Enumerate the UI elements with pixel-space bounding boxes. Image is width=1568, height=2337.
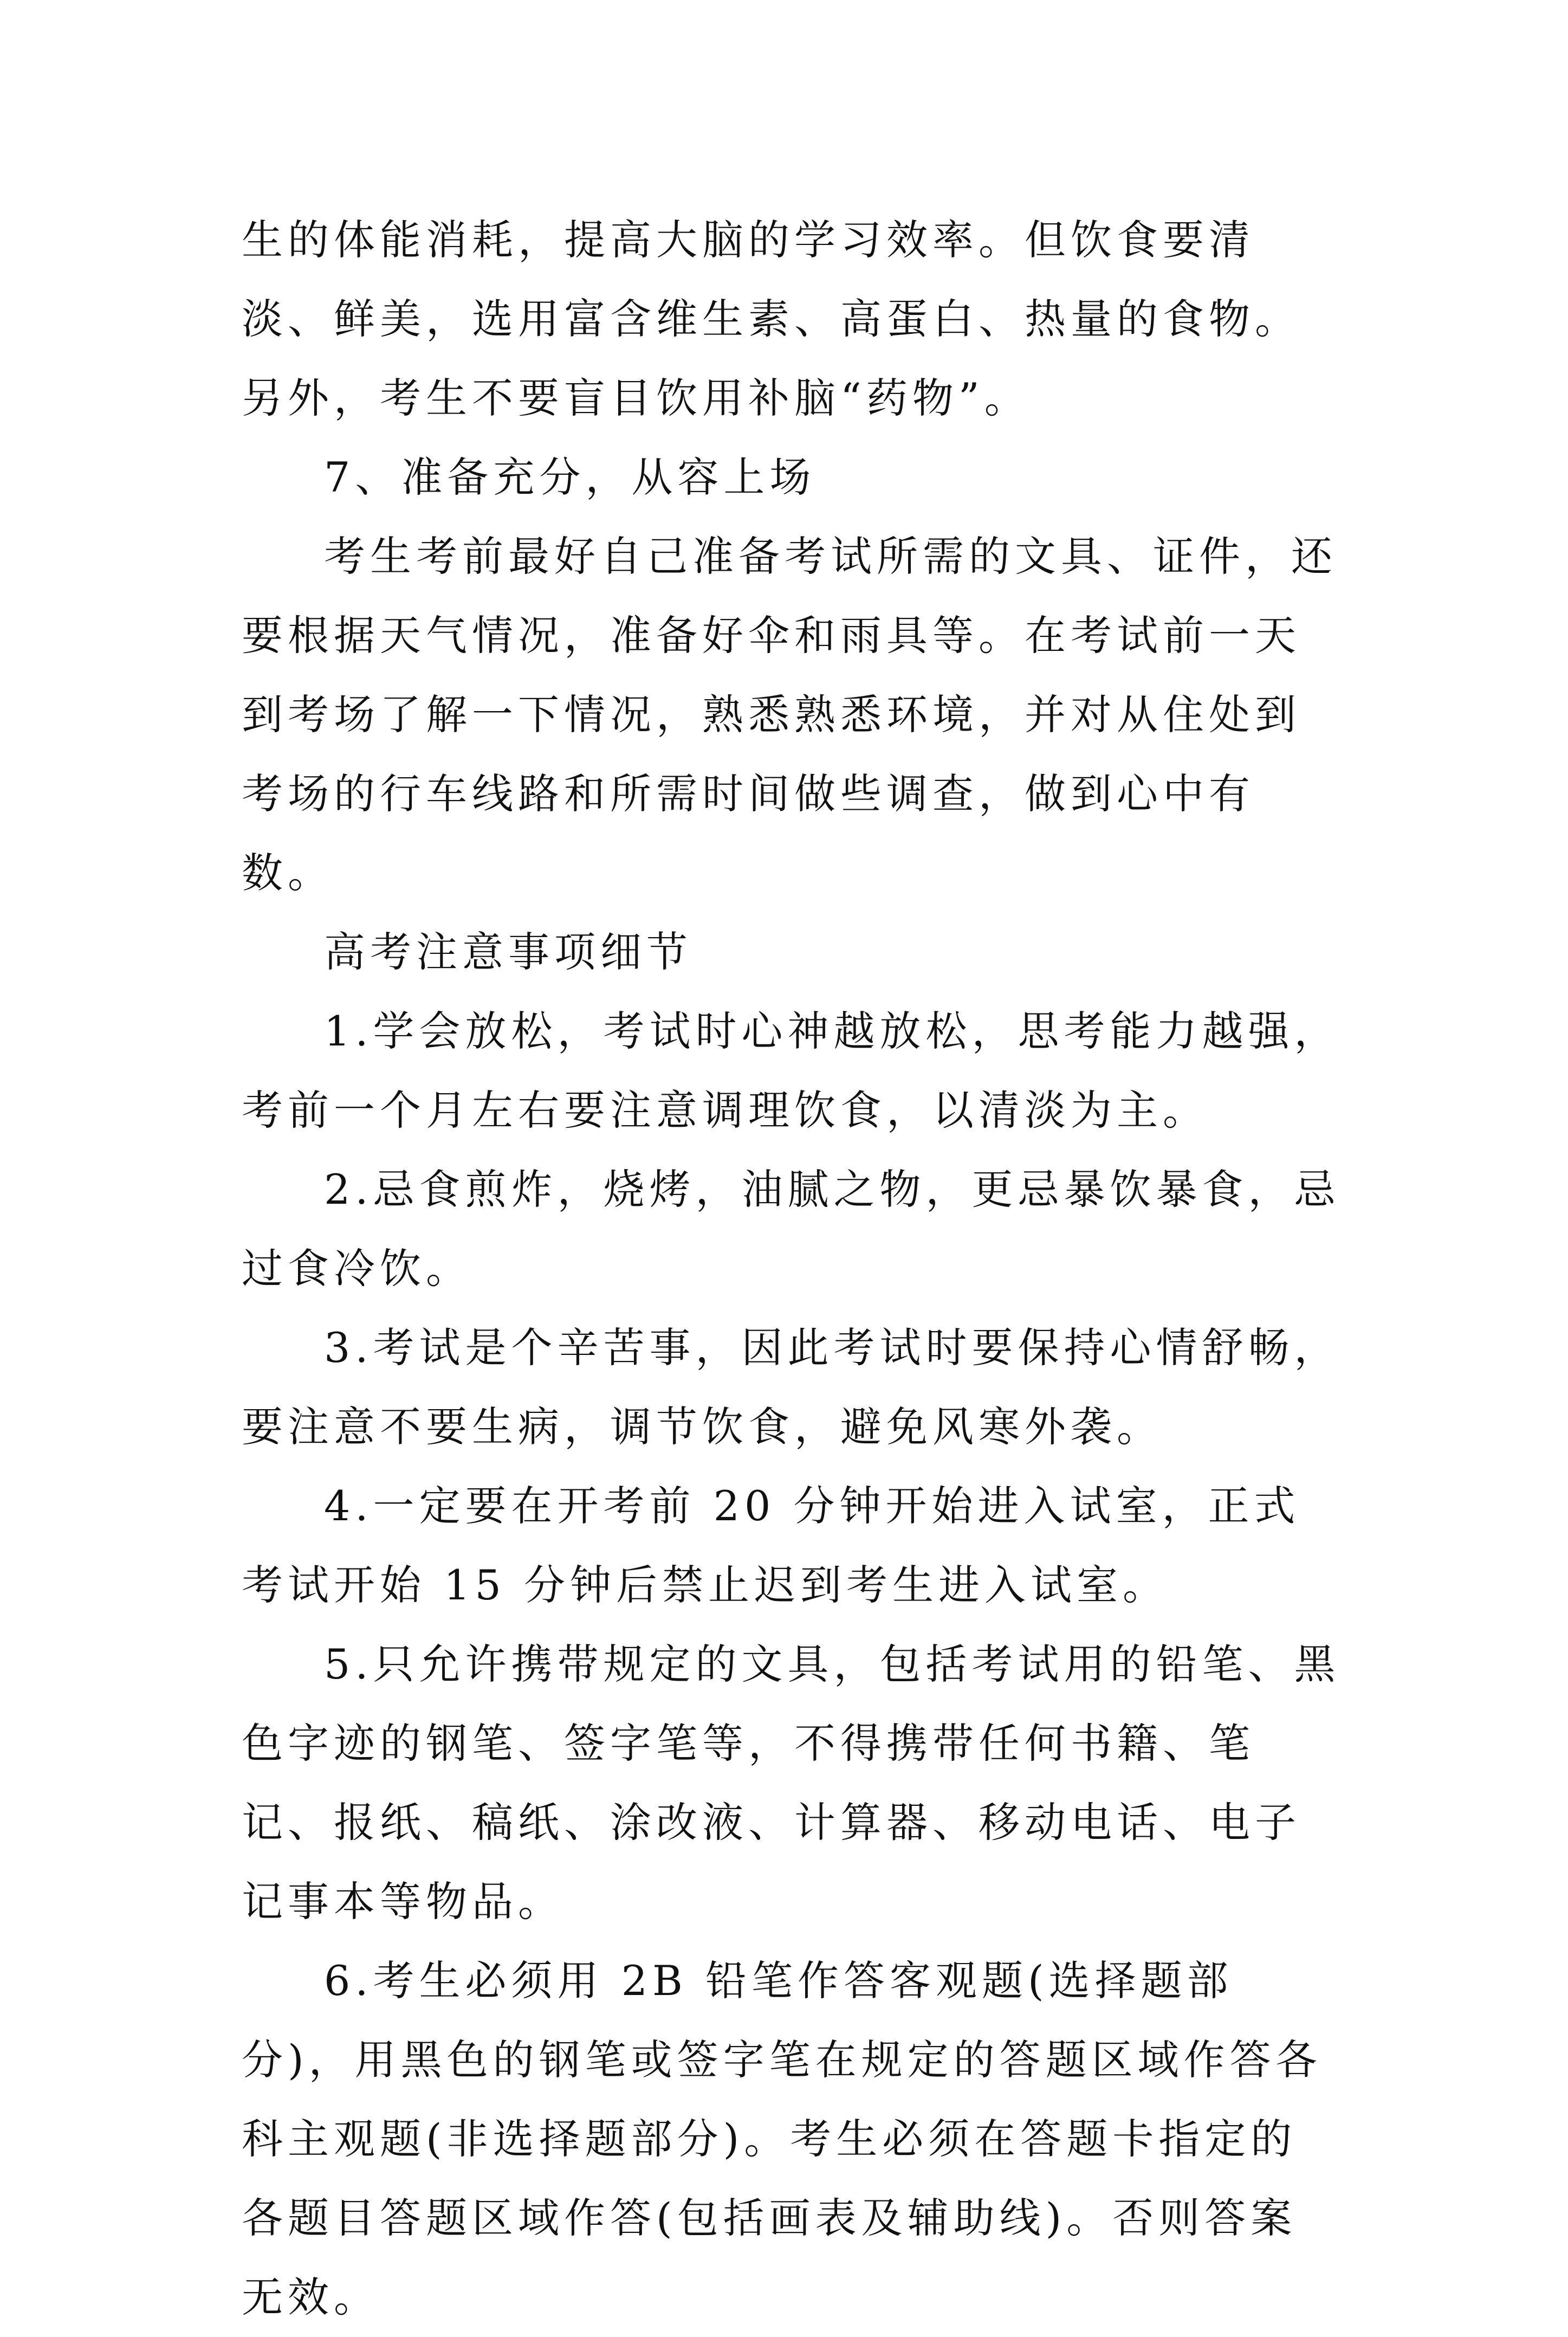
paragraph-preparation: 考生考前最好自己准备考试所需的文具、证件，还要根据天气情况，准备好伞和雨具等。在考试前一天到考场了解一下情况，熟悉熟悉环境，并对从住处到考场的行车线路和所需时间做些调查，做到心中有数。 bbox=[242, 532, 1337, 897]
section-heading-preparation: 7、准备充分，从容上场 bbox=[324, 453, 816, 501]
list-item-2: 2.忌食煎炸，烧烤，油腻之物，更忌暴饮暴食，忌过食冷饮。 bbox=[242, 1165, 1340, 1293]
list-item-5: 5.只允许携带规定的文具，包括考试用的铅笔、黑色字迹的钢笔、签字笔等，不得携带任何书籍、笔记、报纸、稿纸、涂改液、计算器、移动电话、电子记事本等物品。 bbox=[242, 1640, 1340, 1926]
list-item-6: 6.考生必须用 2B 铅笔作答客观题(选择题部分)，用黑色的钢笔或签字笔在规定的答题区域作答各科主观题(非选择题部分)。考生必须在答题卡指定的各题目答题区域作答(包括画表及辅助线)。否则答案无效。 bbox=[242, 1957, 1322, 2321]
list-item-1: 1.学会放松，考试时心神越放松，思考能力越强，考前一个月左右要注意调理饮食，以清淡为主。 bbox=[242, 1007, 1340, 1134]
section-heading-details: 高考注意事项细节 bbox=[324, 928, 692, 976]
list-item-4: 4.一定要在开考前 20 分钟开始进入试室，正式考试开始 15 分钟后禁止迟到考生进入试室。 bbox=[242, 1482, 1300, 1609]
document-body bbox=[242, 201, 1342, 2337]
paragraph-continuation: 生的体能消耗，提高大脑的学习效率。但饮食要清淡、鲜美，选用富含维生素、高蛋白、热量的食物。另外，考生不要盲目饮用补脑“药物”。 bbox=[242, 216, 1301, 422]
list-item-3: 3.考试是个辛苦事，因此考试时要保持心情舒畅，要注意不要生病，调节饮食，避免风寒外袭。 bbox=[242, 1324, 1340, 1451]
